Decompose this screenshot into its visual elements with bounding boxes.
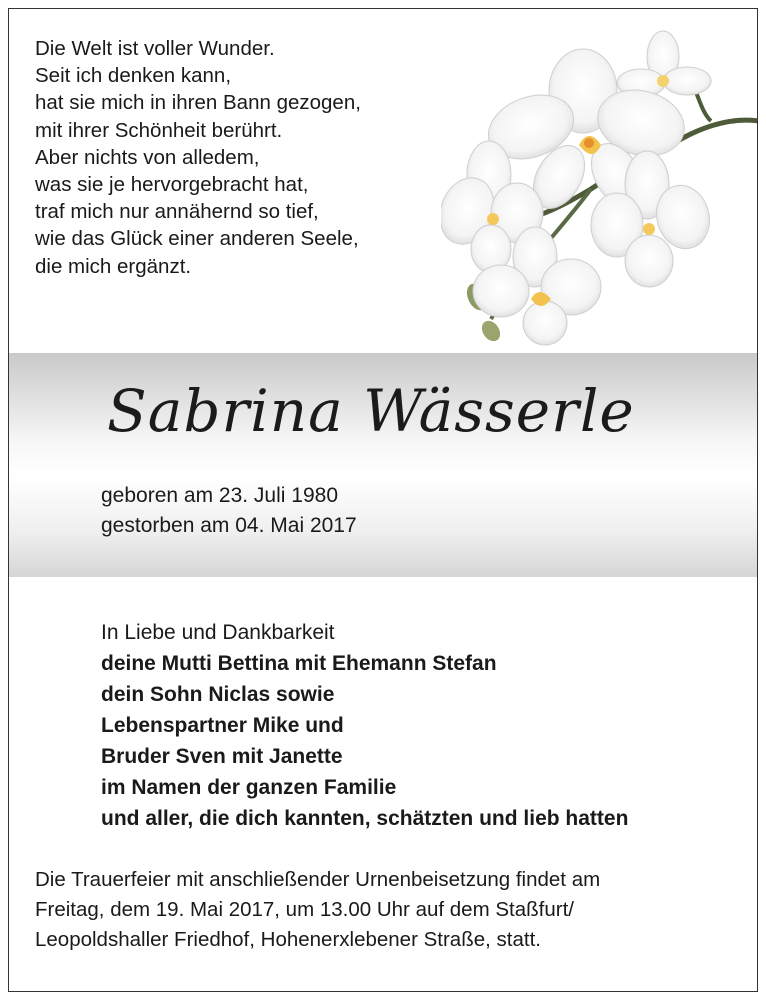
poem-line: Aber nichts von alledem, xyxy=(35,145,260,169)
death-date: gestorben am 04. Mai 2017 xyxy=(101,514,357,537)
poem-line: Seit ich denken kann, xyxy=(35,64,232,88)
mourner-line: deine Mutti Bettina mit Ehemann Stefan xyxy=(101,652,497,675)
obituary-notice xyxy=(8,8,758,992)
deceased-name: Sabrina Wässerle xyxy=(107,377,635,445)
mourners-list xyxy=(101,617,628,834)
poem xyxy=(35,35,361,280)
mourner-line: dein Sohn Niclas sowie xyxy=(101,683,335,706)
funeral-announcement xyxy=(35,865,600,955)
poem-line: traf mich nur annähernd so tief, xyxy=(35,200,319,224)
ceremony-line: Die Trauerfeier mit anschließender Urnenbeisetzung findet am xyxy=(35,868,601,891)
mourner-line: und aller, die dich kannten, schätzten und lieb hatten xyxy=(101,807,629,830)
poem-line: mit ihrer Schönheit berührt. xyxy=(35,118,283,142)
life-dates xyxy=(101,481,357,541)
ceremony-line: Leopoldshaller Friedhof, Hohenerxlebener Straße, statt. xyxy=(35,928,541,951)
poem-line: Die Welt ist voller Wunder. xyxy=(35,37,275,60)
orchid-icon xyxy=(441,19,758,349)
mourner-line: Lebenspartner Mike und xyxy=(101,714,344,737)
poem-line: wie das Glück einer anderen Seele, xyxy=(35,227,359,251)
mourners-intro: In Liebe und Dankbarkeit xyxy=(101,621,335,644)
poem-line: die mich ergänzt. xyxy=(35,254,192,278)
mourner-line: Bruder Sven mit Janette xyxy=(101,745,343,768)
poem-line: was sie je hervorgebracht hat, xyxy=(35,173,309,197)
mourner-line: im Namen der ganzen Familie xyxy=(101,776,397,799)
poem-line: hat sie mich in ihren Bann gezogen, xyxy=(35,91,361,115)
ceremony-line: Freitag, dem 19. Mai 2017, um 13.00 Uhr auf dem Staßfurt/ xyxy=(35,898,574,921)
birth-date: geboren am 23. Juli 1980 xyxy=(101,484,338,507)
